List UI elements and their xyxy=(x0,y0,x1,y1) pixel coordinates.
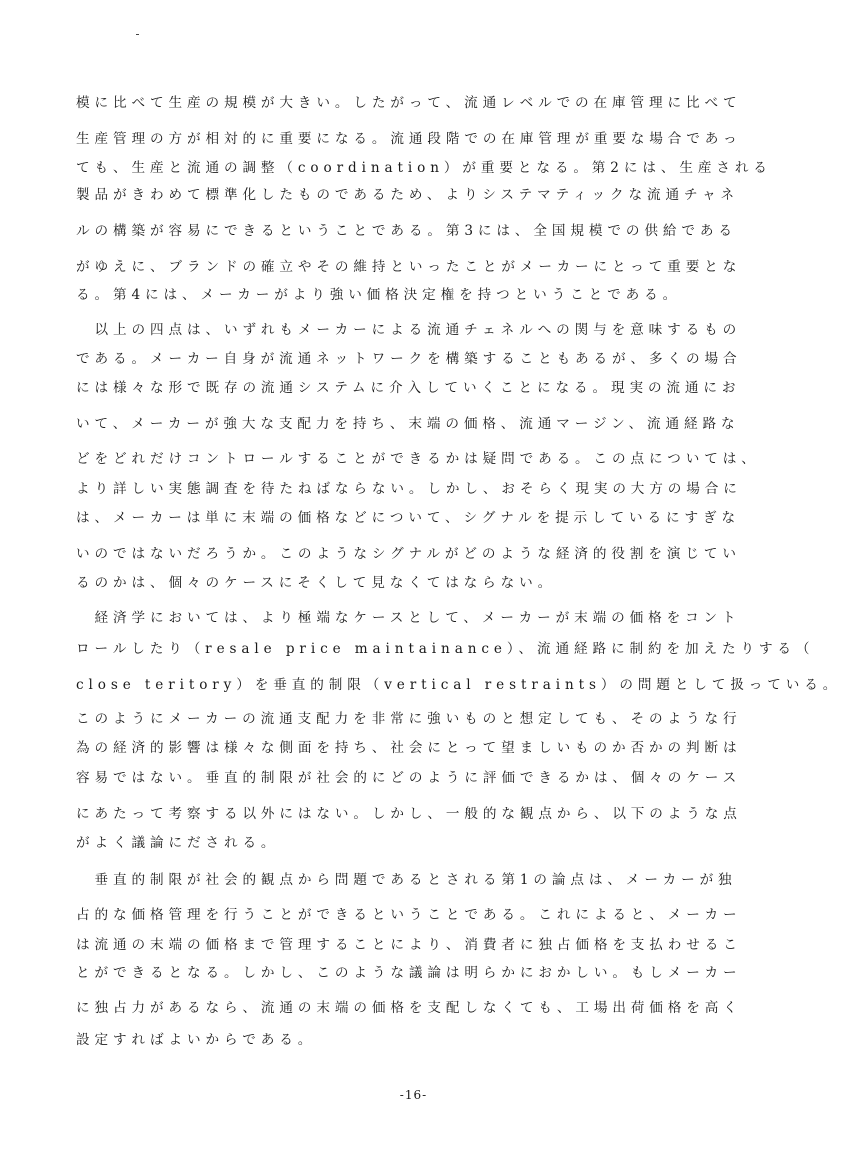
text-line: このようにメーカーの流通支配力を非常に強いものと想定しても、そのような行 xyxy=(76,711,742,727)
text-line: 生産管理の方が相対的に重要になる。流通段階での在庫管理が重要な場合であっ xyxy=(76,131,742,147)
text-line: 為の経済的影響は様々な側面を持ち、社会にとって望ましいものか否かの判断は xyxy=(76,740,742,756)
text-line: である。メーカー自身が流通ネットワークを構築することもあるが、多くの場合 xyxy=(76,351,742,367)
text-line: 経済学においては、より極端なケースとして、メーカーが末端の価格をコント xyxy=(76,610,741,626)
text-line: は流通の末端の価格まで管理することにより、消費者に独占価格を支払わせるこ xyxy=(76,937,742,953)
text-line: にあたって考察する以外にはない。しかし、一般的な観点から、以下のような点 xyxy=(76,806,742,822)
page-number: -16- xyxy=(399,1088,428,1102)
text-line: いて、メーカーが強大な支配力を持ち、末端の価格、流通マージン、流通経路な xyxy=(76,416,740,432)
text-line: 以上の四点は、いずれもメーカーによる流通チェネルへの関与を意味するもの xyxy=(76,322,742,338)
text-line: 設定すればよいからである。 xyxy=(76,1032,317,1048)
text-line: とができるとなる。しかし、このような議論は明らかにおかしい。もしメーカー xyxy=(76,965,742,981)
text-line: がゆえに、ブランドの確立やその維持といったことがメーカーにとって重要とな xyxy=(76,259,742,275)
text-line: 垂直的制限が社会的観点から問題であるとされる第1の論点は、メーカーが独 xyxy=(76,872,737,888)
text-line: には様々な形で既存の流通システムに介入していくことになる。現実の流通にお xyxy=(76,380,741,396)
text-line: がよく議論にだされる。 xyxy=(76,835,280,851)
text-line: 製品がきわめて標準化したものであるため、よりシステマティックな流通チャネ xyxy=(76,187,740,203)
text-line: るのかは、個々のケースにそくして見なくてはならない。 xyxy=(76,575,557,591)
text-line: に独占力があるなら、流通の末端の価格を支配しなくても、工場出荷価格を高く xyxy=(76,1000,742,1016)
text-line: 占的な価格管理を行うことができるということである。これによると、メーカー xyxy=(76,907,742,923)
text-line: る。第4には、メーカーがより強い価格決定権を持つということである。 xyxy=(76,287,682,303)
text-line: は、メーカーは単に末端の価格などについて、シグナルを提示しているにすぎな xyxy=(76,510,741,526)
text-line: 容易ではない。垂直的制限が社会的にどのように評価できるかは、個々のケース xyxy=(76,770,742,786)
text-line: close teritory）を垂直的制限（vertical restraints）の問題として扱っている。 xyxy=(76,677,841,693)
text-line: ロールしたり（resale price maintainance）、流通経路に制約を加えたりする（ xyxy=(76,641,815,657)
text-line: いのではないだろうか。このようなシグナルがどのような経済的役割を演じてい xyxy=(76,546,741,562)
text-line: ルの構築が容易にできるということである。第3には、全国規模での供給である xyxy=(76,223,737,239)
text-line: ても、生産と流通の調整（coordination）が重要となる。第2には、生産される xyxy=(76,160,772,176)
text-line: より詳しい実態調査を待たねばならない。しかし、おそらく現実の大方の場合に xyxy=(76,481,742,497)
text-line: 模に比べて生産の規模が大きい。したがって、流通レベルでの在庫管理に比べて xyxy=(76,95,742,111)
text-line: どをどれだけコントロールすることができるかは疑問である。この点については、 xyxy=(76,451,760,467)
